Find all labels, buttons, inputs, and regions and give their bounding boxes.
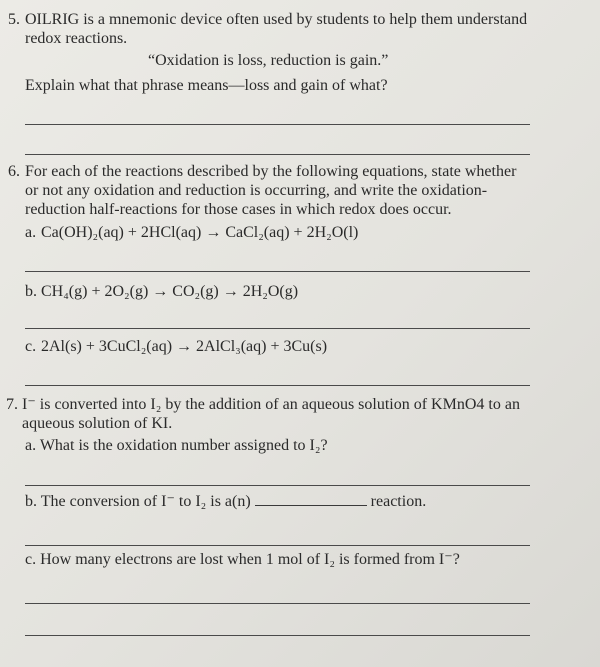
q7b-text-after: reaction. <box>370 493 427 510</box>
q5-prompt: Explain what that phrase means—loss and gain of what? <box>25 77 388 94</box>
q6c-answer-line[interactable] <box>25 385 530 386</box>
q6a-label: a. <box>25 224 37 241</box>
q5-slogan: “Oxidation is loss, reduction is gain.” <box>148 52 389 69</box>
q7-text-line-1: I⁻ is converted into I₂ by the addition of an aqueous solution of KMnO4 to an <box>22 396 520 413</box>
q5-text-line-1: OILRIG is a mnemonic device often used by students to help them understand <box>25 11 528 28</box>
q7b-text-before: b. The conversion of I⁻ to I₂ is a(n) <box>25 493 251 510</box>
q6b-answer-line[interactable] <box>25 328 530 329</box>
q5-number: 5. <box>8 11 20 28</box>
q5-text-line-2: redox reactions. <box>25 30 128 47</box>
q5-answer-line-1[interactable] <box>25 124 530 125</box>
q6c-label: c. <box>25 338 37 355</box>
q7c-question: c. How many electrons are lost when 1 mol of I₂ is formed from I⁻? <box>25 551 460 568</box>
q6-text-line-2: or not any oxidation and reduction is occurring, and write the oxidation- <box>25 182 488 199</box>
q5-answer-line-2[interactable] <box>25 154 530 155</box>
q6b-label: b. <box>25 283 37 300</box>
q6a-answer-line[interactable] <box>25 271 530 272</box>
q6c-equation: 2Al(s) + 3CuCl₂(aq) → 2AlCl₃(aq) + 3Cu(s) <box>41 338 328 355</box>
q7b-question <box>25 493 426 511</box>
q7-number: 7. <box>6 396 18 413</box>
q7a-answer-line[interactable] <box>25 485 530 486</box>
q6-text-line-1: For each of the reactions described by the following equations, state whether <box>25 163 517 180</box>
q7c-answer-line-2[interactable] <box>25 635 530 636</box>
q7a-question: a. What is the oxidation number assigned to I₂? <box>25 437 328 454</box>
q7c-answer-line-1[interactable] <box>25 603 530 604</box>
q6-number: 6. <box>8 163 20 180</box>
q7b-fill-in-blank[interactable] <box>255 493 367 506</box>
q7-text-line-2: aqueous solution of KI. <box>22 415 173 432</box>
q6a-equation: Ca(OH)₂(aq) + 2HCl(aq) → CaCl₂(aq) + 2H₂O(l) <box>41 224 359 241</box>
q7b-answer-line[interactable] <box>25 545 530 546</box>
q6b-equation: CH₄(g) + 2O₂(g) → CO₂(g) → 2H₂O(g) <box>41 283 299 300</box>
q6-text-line-3: reduction half-reactions for those cases in which redox does occur. <box>25 201 452 218</box>
